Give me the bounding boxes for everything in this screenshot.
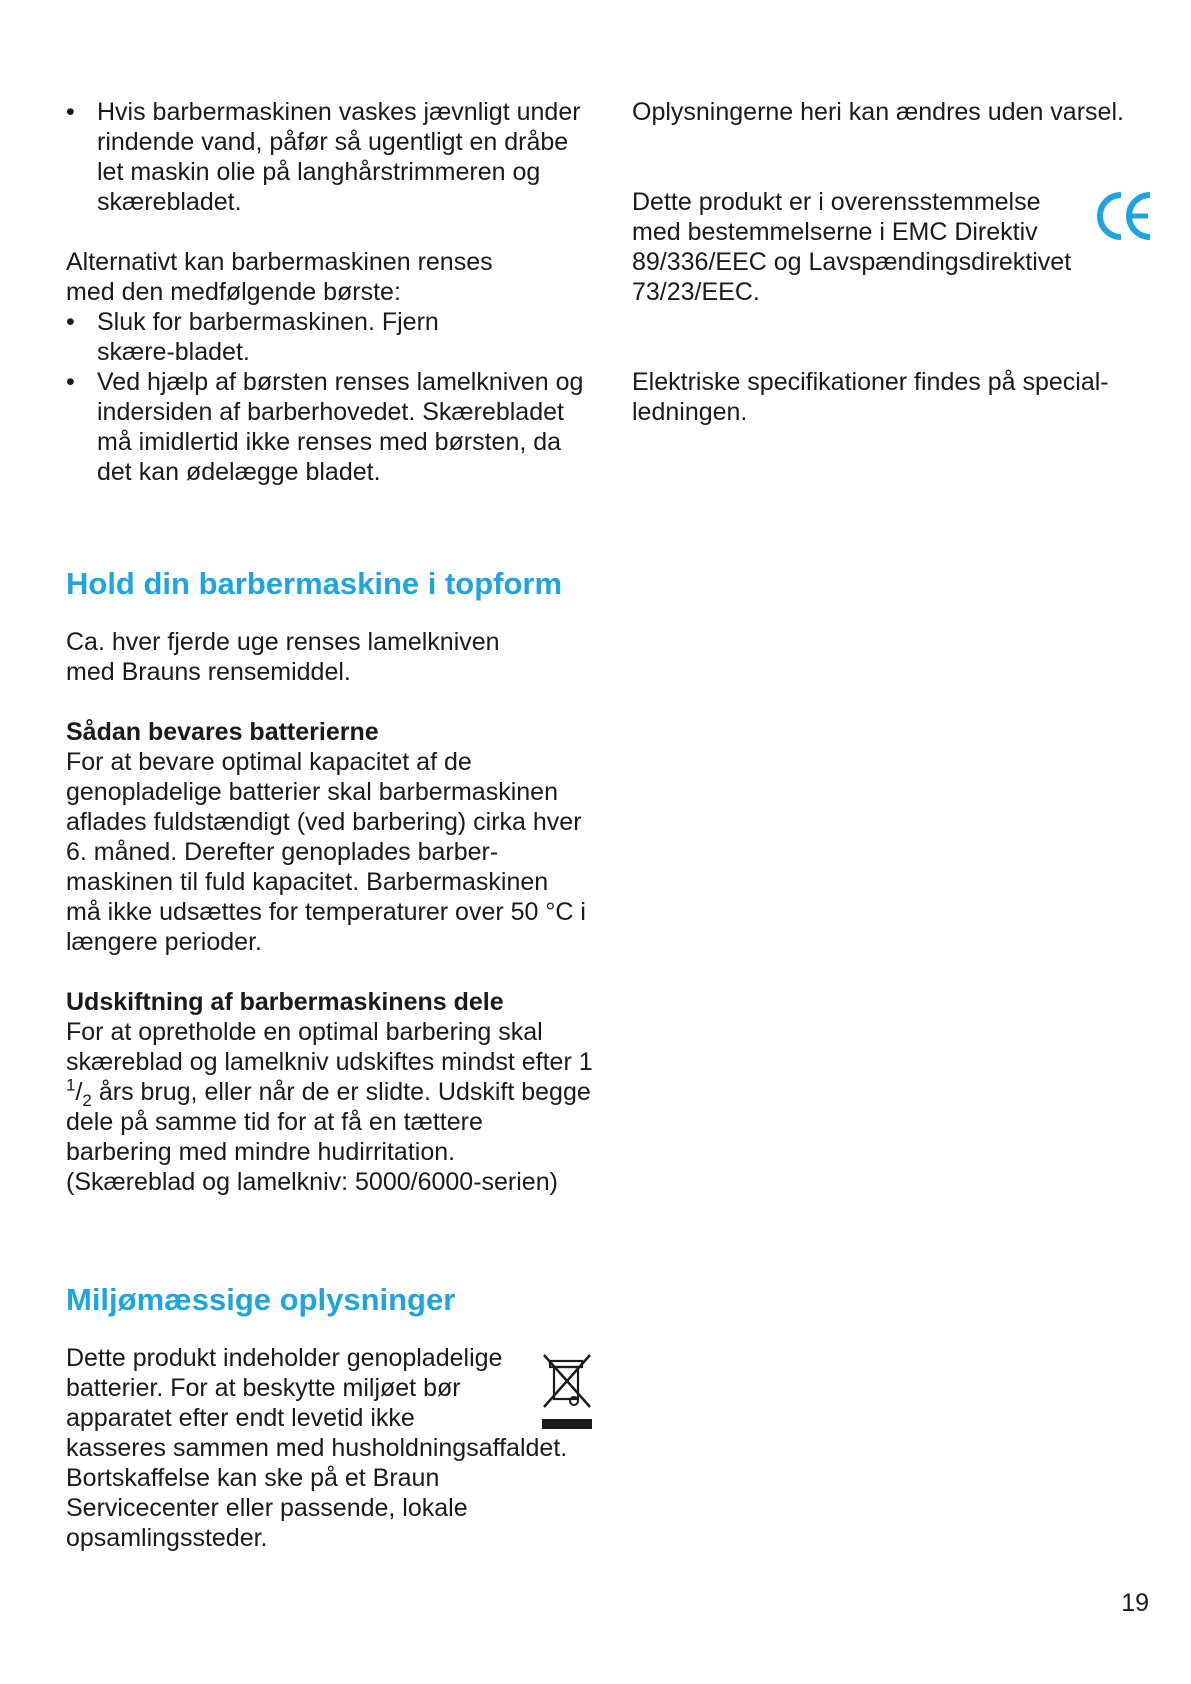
replacement-paragraph: For at opretholde en optimal barbering skal skæreblad og lamelkniv udskiftes mindst efter 1 $^1/_2$ års brug, eller når de er slidte. Udskift begge dele på samme tid for at få en tættere barbering med mindre hudirritation. bbox=[66, 1018, 593, 1166]
left-column bbox=[66, 97, 596, 1553]
replacement-note: (Skæreblad og lamelkniv: 5000/6000-serien) bbox=[66, 1168, 558, 1196]
environment-line-3: apparatet efter endt levetid ikke bbox=[66, 1404, 415, 1432]
subheading-replacement: Udskiftning af barbermaskinens dele bbox=[66, 988, 504, 1016]
section-heading-environment: Miljømæssige oplysninger bbox=[66, 1282, 456, 1317]
replacement-text-start: For at opretholde en optimal barbering skal skæreblad og lamelkniv udskiftes mindst efter 1 bbox=[66, 1018, 593, 1076]
conformity-paragraph: Dette produkt er i overensstemmelse med bestemmelserne i EMC Direktiv 89/336/EEC og Lavspændingsdirektivet 73/23/EEC. bbox=[632, 188, 1072, 306]
environment-block bbox=[66, 1343, 596, 1553]
environment-line-1: Dette produkt indeholder genopladelige bbox=[66, 1344, 503, 1372]
electrical-paragraph: Elektriske specifikationer findes på special-ledningen. bbox=[632, 368, 1109, 426]
crossed-out-wheelie-bin-icon bbox=[538, 1349, 596, 1438]
list-item: • Sluk for barbermaskinen. Fjern skære-bladet. bbox=[66, 307, 517, 367]
page-number: 19 bbox=[1121, 1589, 1149, 1617]
environment-line-2: batterier. For at beskytte miljøet bør bbox=[66, 1374, 461, 1402]
change-notice: Oplysningerne heri kan ændres uden varsel. bbox=[632, 98, 1124, 126]
list-item: • Hvis barbermaskinen vaskes jævnligt under rindende vand, påfør så ugentligt en dråbe let maskin olie på langhårstrimmeren og skærebladet. bbox=[66, 97, 585, 217]
right-column bbox=[632, 97, 1152, 427]
section-heading-topform: Hold din barbermaskine i topform bbox=[66, 566, 563, 601]
intro-bullet-list bbox=[66, 97, 596, 217]
ce-mark-icon bbox=[1094, 189, 1154, 250]
topform-intro: Ca. hver fjerde uge renses lamelkniven med Brauns rensemiddel. bbox=[66, 628, 500, 686]
batteries-paragraph: For at bevare optimal kapacitet af de genopladelige batterier skal barbermaskinen aflades fuldstændigt (ved barbering) cirka hver 6. måned. Derefter genoplades barber-maskinen til fuld kapacitet. Barbermaskinen må ikke udsættes for temperaturer over 50 °C i længere perioder. bbox=[66, 748, 586, 956]
replacement-text-end: års brug, eller når de er slidte. Udskift begge dele på samme tid for at få en tættere barbering med mindre hudirritation. bbox=[66, 1078, 591, 1166]
fraction-denominator: 2 bbox=[82, 1091, 92, 1110]
alt-bullet-list bbox=[66, 307, 596, 487]
fraction-numerator: 1 bbox=[66, 1075, 76, 1095]
list-item: • Ved hjælp af børsten renses lamelkniven og indersiden af barberhovedet. Skærebladet må imidlertid ikke renses med børsten, da det kan ødelægge bladet. bbox=[66, 367, 585, 487]
environment-paragraph-rest: kasseres sammen med husholdningsaffaldet. Bortskaffelse kan ske på et Braun Servicecenter eller passende, lokale opsamlingssteder. bbox=[66, 1434, 568, 1552]
subheading-batteries: Sådan bevares batterierne bbox=[66, 718, 379, 746]
alt-intro-paragraph: Alternativt kan barbermaskinen renses med den medfølgende børste: bbox=[66, 248, 493, 306]
